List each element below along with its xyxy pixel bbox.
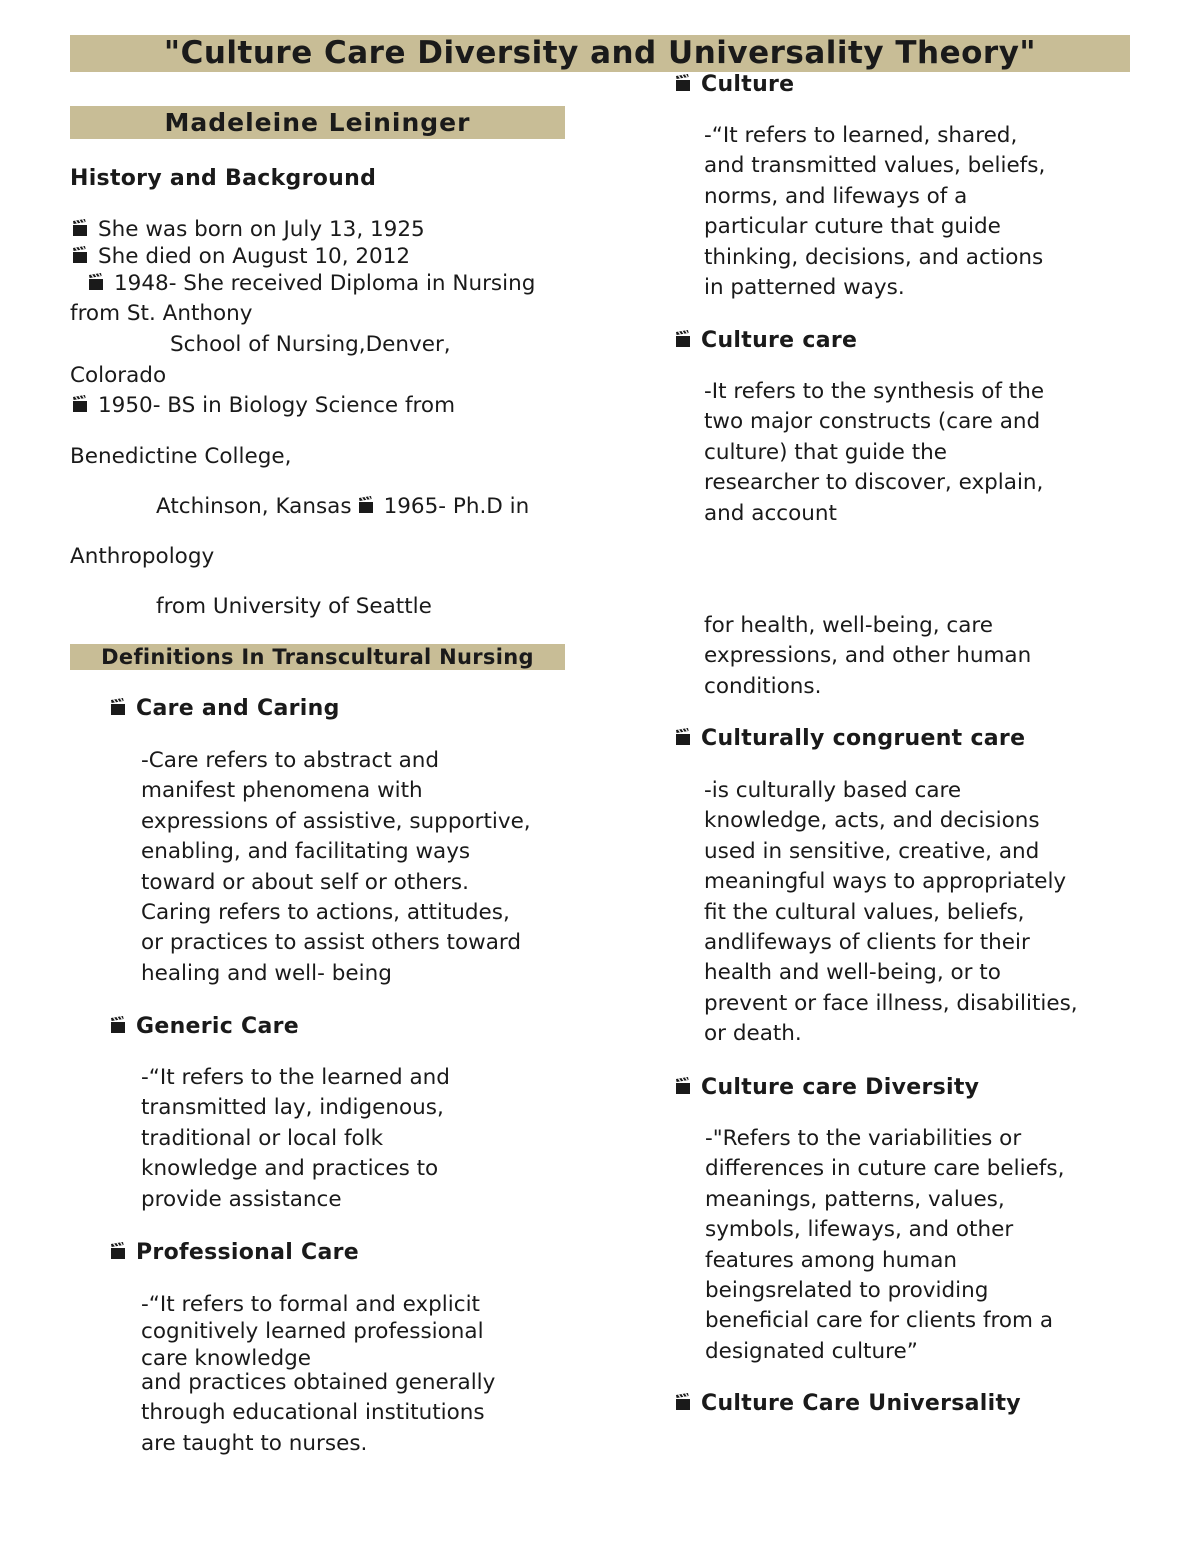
term-definition-continued: for health, well-being, care expressions, and other human conditions.: [704, 613, 1032, 699]
term-heading: Care and Caring: [108, 695, 340, 723]
history-line: Atchinson, Kansas 1965- Ph.D in: [156, 494, 530, 519]
term-definition: -“It refers to learned, shared, and transmitted values, beliefs, norms, and lifeways of a particular cuture that guide thinking, decisions, and actions in patterned ways.: [704, 123, 1046, 301]
definitions-heading: Definitions In Transcultural Nursing: [101, 645, 534, 669]
term-definition: -is culturally based care knowledge, acts, and decisions used in sensitive, creative, and meaningful ways to appropriately fit the cultural values, beliefs, andlifeways of clients for their health and well-being, or to prevent or face illness, disabilities, or death.: [704, 778, 1078, 1047]
history-line: She died on August 10, 2012: [70, 242, 410, 272]
term-heading: Generic Care: [108, 1013, 299, 1041]
clapperboard-icon: [673, 1076, 693, 1096]
term-definition: -"Refers to the variabilities or differences in cuture care beliefs, meanings, patterns, values, symbols, lifeways, and other features among human beingsrelated to providing beneficial care for clients from a designated culture”: [705, 1126, 1065, 1364]
term-heading: Professional Care: [108, 1239, 359, 1267]
history-line: 1948- She received Diploma in Nursing: [86, 269, 535, 299]
term-heading: Culture care: [673, 327, 857, 355]
term-definition: -“It refers to formal and explicit cognitively learned professional care knowledge: [141, 1292, 484, 1371]
history-heading: History and Background: [70, 166, 377, 191]
history-line: Colorado: [70, 363, 167, 388]
term-definition: -Care refers to abstract and manifest phenomena with expressions of assistive, supportive, enabling, and facilitating ways toward or about self or others. Caring refers to actions, attitudes, or practices to assist others toward healing and well- being: [141, 748, 531, 986]
clapperboard-icon: [356, 495, 376, 515]
term-definition: and practices obtained generally through educational institutions are taught to nurses.: [141, 1370, 496, 1456]
history-line: She was born on July 13, 1925: [70, 215, 425, 245]
document-title: "Culture Care Diversity and Universality Theory": [163, 35, 1037, 71]
history-line: from University of Seattle: [156, 594, 432, 619]
clapperboard-icon: [673, 329, 693, 349]
history-line: 1950- BS in Biology Science from: [70, 391, 455, 421]
author-name: Madeleine Leininger: [164, 108, 471, 137]
clapperboard-icon: [108, 697, 128, 717]
history-line: Benedictine College,: [70, 444, 292, 469]
term-heading: Culture: [673, 71, 794, 99]
clapperboard-icon: [673, 1392, 693, 1412]
clapperboard-icon: [673, 727, 693, 747]
clapperboard-icon: [673, 73, 693, 93]
clapperboard-icon: [70, 394, 90, 414]
term-definition: -It refers to the synthesis of the two major constructs (care and culture) that guide the researcher to discover, explain, and account: [704, 379, 1045, 526]
clapperboard-icon: [86, 272, 106, 292]
clapperboard-icon: [108, 1241, 128, 1261]
clapperboard-icon: [70, 245, 90, 265]
term-definition: -“It refers to the learned and transmitted lay, indigenous, traditional or local folk knowledge and practices to provide assistance: [141, 1065, 450, 1212]
history-line: School of Nursing,Denver,: [170, 332, 451, 357]
term-heading: Culturally congruent care: [673, 725, 1025, 753]
clapperboard-icon: [108, 1015, 128, 1035]
term-heading: Culture Care Universality: [673, 1390, 1021, 1418]
clapperboard-icon: [70, 218, 90, 238]
term-heading: Culture care Diversity: [673, 1074, 979, 1102]
history-line: Anthropology: [70, 544, 215, 569]
history-line: from St. Anthony: [70, 301, 253, 326]
